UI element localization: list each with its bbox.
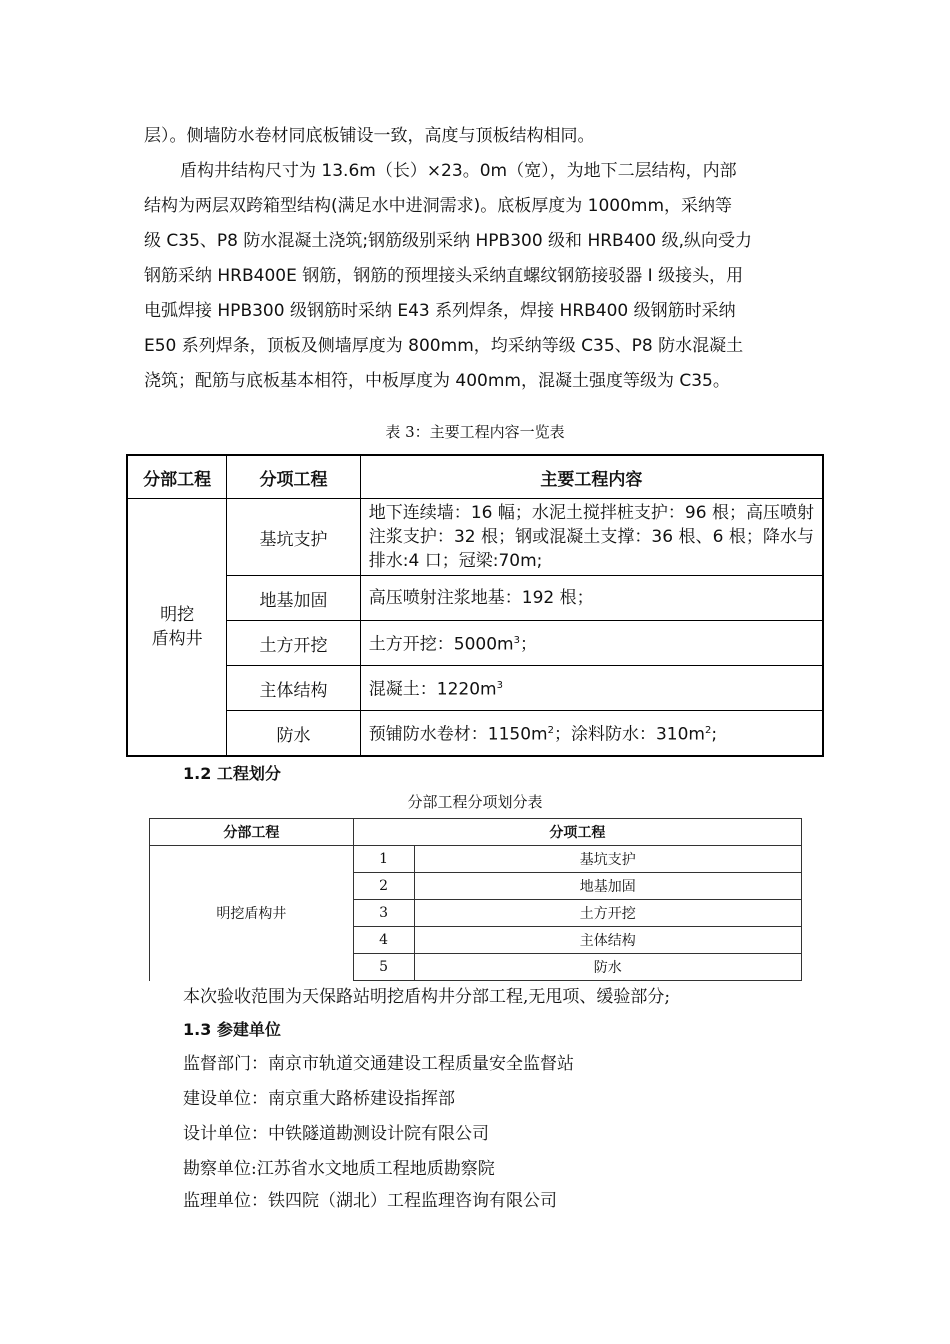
row-number: 4 xyxy=(353,927,414,954)
table1-item-cell: 土方开挖 xyxy=(227,621,361,666)
table2-header-division: 分部工程 xyxy=(150,819,354,846)
row-number: 2 xyxy=(353,873,414,900)
table-row xyxy=(127,711,823,757)
table2-header-item: 分项工程 xyxy=(353,819,801,846)
table1-caption: 表 3：主要工程内容一览表 xyxy=(385,423,565,441)
paragraph-2-line-2: 结构为两层双跨箱型结构(满足水中进洞需求)。底板厚度为 1000mm，采纳等 xyxy=(144,196,733,216)
paragraph-2-line-3: 级 C35、P8 防水混凝土浇筑;钢筋级别采纳 HPB300 级和 HRB400 级,纵向受力 xyxy=(144,231,752,251)
section-heading-1-2: 1.2 工程划分 xyxy=(183,764,281,783)
paragraph-2-line-7: 浇筑；配筋与底板基本相符，中板厚度为 400mm，混凝土强度等级为 C35。 xyxy=(144,371,730,391)
section-heading-1-3: 1.3 参建单位 xyxy=(183,1020,281,1039)
table2-caption: 分部工程分项划分表 xyxy=(407,793,543,811)
paragraph-2-line-6: E50 系列焊条，顶板及侧墙厚度为 800mm，均采纳等级 C35、P8 防水混凝土 xyxy=(144,336,744,356)
row-number: 1 xyxy=(353,846,414,873)
superscript: 3 xyxy=(513,635,520,647)
table1-content-cell: 地下连续墙：16 幅；水泥土搅拌桩支护：96 根；高压喷射注浆支护：32 根；钢或混凝土支撑：36 根、6 根；降水与排水:4 口；冠梁:70m; xyxy=(360,499,823,576)
table2-header-row xyxy=(150,819,802,846)
table-row xyxy=(127,666,823,711)
row-item: 基坑支护 xyxy=(414,846,801,873)
superscript: 2 xyxy=(547,725,554,737)
unit-survey: 勘察单位:江苏省水文地质工程地质勘察院 xyxy=(183,1159,495,1179)
table1-item-cell: 主体结构 xyxy=(227,666,361,711)
paragraph-2 xyxy=(144,157,804,396)
table-row xyxy=(150,846,802,873)
paragraph-2-line-5: 电弧焊接 HPB300 级钢筋时采纳 E43 系列焊条，焊接 HRB400 级钢筋时采纳 xyxy=(144,301,736,321)
unit-design: 设计单位：中铁隧道勘测设计院有限公司 xyxy=(183,1124,489,1144)
paragraph-2-line-1: 盾构井结构尺寸为 13.6m（长）×23。0m（宽），为地下二层结构，内部 xyxy=(180,161,737,181)
table1-header-item: 分项工程 xyxy=(227,455,361,499)
superscript: 3 xyxy=(496,680,503,692)
table1-content-cell: 高压喷射注浆地基：192 根； xyxy=(360,576,823,621)
division-line-2: 盾构井 xyxy=(151,629,203,649)
row-item: 地基加固 xyxy=(414,873,801,900)
row-item: 主体结构 xyxy=(414,927,801,954)
row-number: 3 xyxy=(353,900,414,927)
table1-item-cell: 基坑支护 xyxy=(227,499,361,576)
content-suffix: ； xyxy=(519,634,537,655)
main-works-table xyxy=(126,454,824,757)
table1-item-cell: 地基加固 xyxy=(227,576,361,621)
table1-header-content: 主要工程内容 xyxy=(360,455,823,499)
content-suffix: ；涂料防水：310m xyxy=(553,724,705,745)
table-row xyxy=(127,576,823,621)
paragraph-2-line-4: 钢筋采纳 HRB400E 钢筋，钢筋的预埋接头采纳直螺纹钢筋接驳器 I 级接头，用 xyxy=(144,266,744,286)
acceptance-note: 本次验收范围为天保路站明挖盾构井分部工程,无甩项、缓验部分; xyxy=(183,987,671,1007)
row-item: 防水 xyxy=(414,954,801,981)
row-item: 土方开挖 xyxy=(414,900,801,927)
table-row xyxy=(127,621,823,666)
content-suffix: ; xyxy=(711,724,718,745)
superscript: 2 xyxy=(705,725,712,737)
table1-header-row xyxy=(127,455,823,499)
table1-header-division: 分部工程 xyxy=(127,455,227,499)
division-line-1: 明挖 xyxy=(160,605,195,625)
table1-division-cell xyxy=(127,499,227,757)
table1-content-cell xyxy=(360,666,823,711)
paragraph-1: 层）。侧墙防水卷材同底板铺设一致，高度与顶板结构相同。 xyxy=(144,126,595,146)
content-text: 土方开挖：5000m xyxy=(368,634,514,655)
content-text: 预铺防水卷材：1150m xyxy=(368,724,548,745)
unit-supervisor: 监理单位：铁四院（湖北）工程监理咨询有限公司 xyxy=(183,1191,557,1211)
row-number: 5 xyxy=(353,954,414,981)
division-table xyxy=(149,818,802,981)
table-row xyxy=(127,499,823,576)
table2-division-cell: 明挖盾构井 xyxy=(150,846,354,981)
table1-content-cell xyxy=(360,711,823,757)
table1-item-cell: 防水 xyxy=(227,711,361,757)
content-text: 混凝土：1220m xyxy=(368,679,497,700)
unit-construction: 建设单位：南京重大路桥建设指挥部 xyxy=(183,1089,455,1109)
table1-content-cell xyxy=(360,621,823,666)
unit-supervision-dept: 监督部门：南京市轨道交通建设工程质量安全监督站 xyxy=(183,1054,574,1074)
